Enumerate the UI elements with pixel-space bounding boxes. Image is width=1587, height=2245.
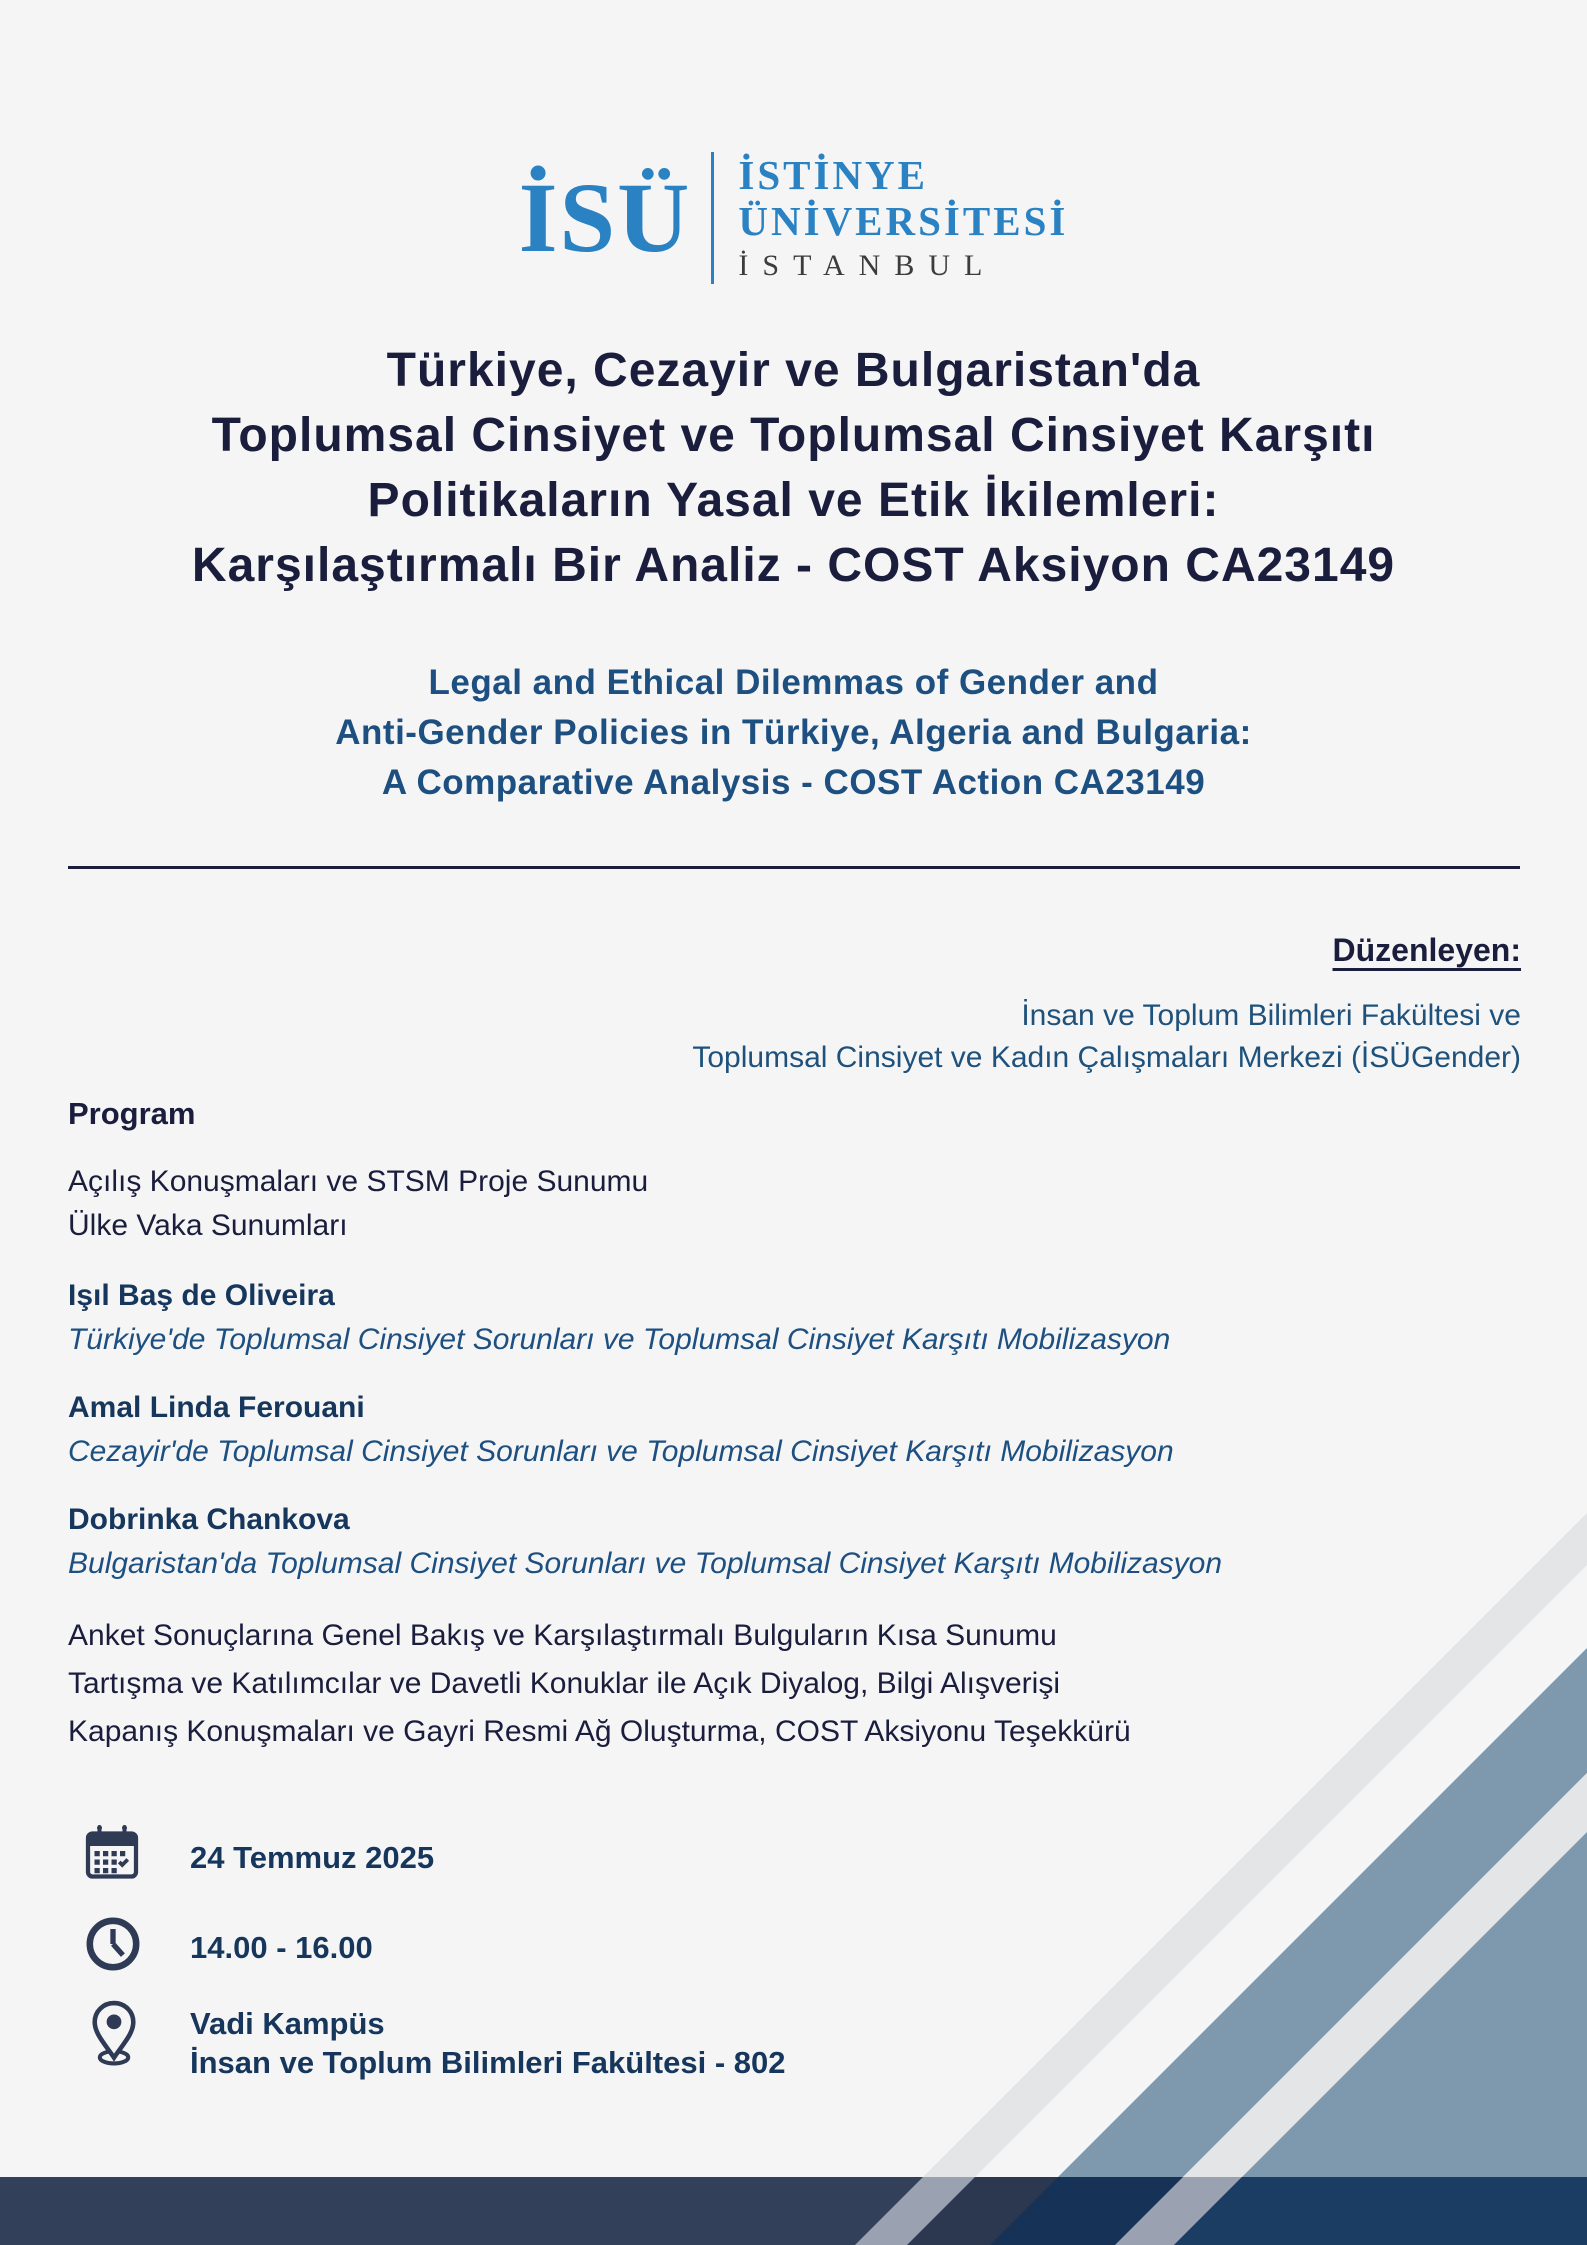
title-tr-line: Politikaların Yasal ve Etik İkilemleri:	[367, 474, 1220, 527]
program-closing-line: Anket Sonuçlarına Genel Bakış ve Karşılaştırmalı Bulguların Kısa Sunumu	[68, 1619, 1057, 1652]
logo-line-istanbul: İSTANBUL	[738, 249, 997, 283]
program-intro-line: Açılış Konuşmaları ve STSM Proje Sunumu	[68, 1165, 649, 1198]
event-title-english	[0, 658, 1587, 808]
speaker-talk-title: Türkiye'de Toplumsal Cinsiyet Sorunları ve Toplumsal Cinsiyet Karşıtı Mobilizasyon	[68, 1323, 1171, 1356]
logo-monogram: İSÜ	[518, 162, 692, 273]
divider-rule	[68, 866, 1520, 869]
calendar-icon	[82, 1822, 142, 1884]
event-time: 14.00 - 16.00	[190, 1930, 373, 1965]
title-tr-line: Türkiye, Cezayir ve Bulgaristan'da	[386, 344, 1201, 397]
title-en-line: Legal and Ethical Dilemmas of Gender and	[428, 663, 1159, 702]
speaker-name: Dobrinka Chankova	[68, 1503, 350, 1536]
event-location	[190, 2004, 786, 2082]
organizer-line: İnsan ve Toplum Bilimleri Fakültesi ve	[1021, 999, 1521, 1032]
organizer-block	[692, 932, 1521, 1079]
title-en-line: Anti-Gender Policies in Türkiye, Algeria and Bulgaria:	[335, 713, 1252, 752]
logo-divider	[711, 152, 714, 284]
location-pin-icon	[88, 2000, 140, 2066]
speaker-block	[68, 1386, 1528, 1474]
speaker-name: Amal Linda Ferouani	[68, 1391, 365, 1424]
speaker-talk-title: Cezayir'de Toplumsal Cinsiyet Sorunları ve Toplumsal Cinsiyet Karşıtı Mobilizasyon	[68, 1435, 1174, 1468]
logo-wordmark	[738, 153, 1068, 284]
title-tr-line: Toplumsal Cinsiyet ve Toplumsal Cinsiyet Karşıtı	[211, 409, 1376, 462]
event-location-line: İnsan ve Toplum Bilimleri Fakültesi - 802	[190, 2045, 786, 2080]
speaker-name: Işıl Baş de Oliveira	[68, 1279, 335, 1312]
title-en-line: A Comparative Analysis - COST Action CA23149	[381, 763, 1206, 802]
program-closing	[68, 1612, 1368, 1756]
speaker-block	[68, 1274, 1528, 1362]
program-heading: Program	[68, 1096, 196, 1131]
speaker-talk-title: Bulgaristan'da Toplumsal Cinsiyet Sorunları ve Toplumsal Cinsiyet Karşıtı Mobilizasyon	[68, 1547, 1223, 1580]
program-closing-line: Tartışma ve Katılımcılar ve Davetli Konuklar ile Açık Diyalog, Bilgi Alışverişi	[68, 1667, 1061, 1700]
logo-line-istinye: İSTİNYE	[738, 151, 929, 198]
event-date: 24 Temmuz 2025	[190, 1840, 435, 1875]
event-location-line: Vadi Kampüs	[190, 2006, 385, 2041]
event-title-turkish	[0, 338, 1587, 598]
bar-navy-band-2	[1174, 2177, 1587, 2245]
program-intro	[68, 1160, 648, 1248]
logo-line-universitesi: ÜNİVERSİTESİ	[738, 197, 1069, 244]
university-logo	[0, 152, 1587, 284]
organizer-heading: Düzenleyen:	[1332, 932, 1521, 968]
clock-icon	[84, 1914, 142, 1974]
speaker-block	[68, 1498, 1528, 1586]
title-tr-line: Karşılaştırmalı Bir Analiz - COST Aksiyon CA23149	[191, 539, 1396, 592]
program-intro-line: Ülke Vaka Sunumları	[68, 1209, 348, 1242]
organizer-line: Toplumsal Cinsiyet ve Kadın Çalışmaları Merkezi (İSÜGender)	[692, 1041, 1521, 1074]
program-closing-line: Kapanış Konuşmaları ve Gayri Resmi Ağ Oluşturma, COST Aksiyonu Teşekkürü	[68, 1715, 1131, 1748]
